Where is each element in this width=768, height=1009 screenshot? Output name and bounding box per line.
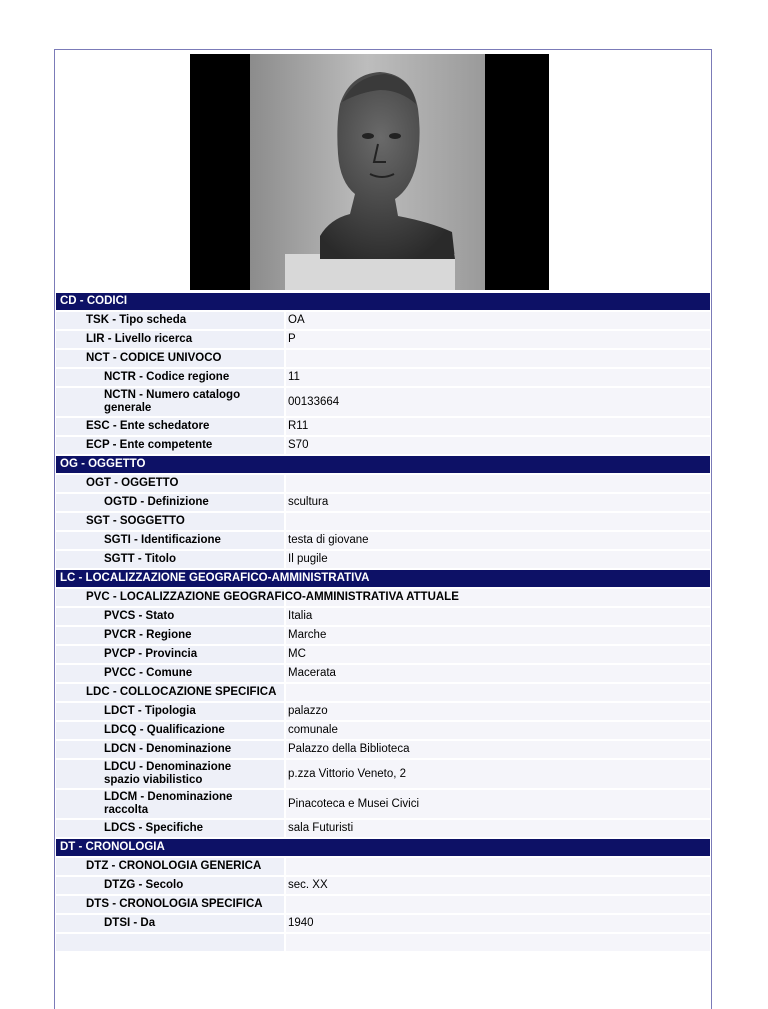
field-label: NCTN - Numero catalogo generale <box>56 388 284 416</box>
field-label: ESC - Ente schedatore <box>56 418 284 435</box>
group-row <box>56 350 710 367</box>
field-value <box>286 369 710 386</box>
field-label: LDCM - Denominazione raccolta <box>56 790 284 818</box>
field-row <box>56 312 710 329</box>
field-row <box>56 627 710 644</box>
section-header: LC - LOCALIZZAZIONE GEOGRAFICO-AMMINISTRATIVA <box>56 570 710 587</box>
field-row <box>56 388 710 416</box>
field-label: LDCU - Denominazione spazio viabilistico <box>56 760 284 788</box>
field-value <box>286 532 710 549</box>
field-value-text: comunale <box>288 724 338 736</box>
group-row <box>56 896 710 913</box>
field-label: LDCT - Tipologia <box>56 703 284 720</box>
field-value-text: palazzo <box>288 705 328 717</box>
group-row <box>56 475 710 492</box>
group-row <box>56 684 710 701</box>
field-row <box>56 665 710 682</box>
field-row <box>56 331 710 348</box>
catalog-table <box>56 293 710 953</box>
field-value-text: Italia <box>288 610 313 622</box>
group-label: DTS - CRONOLOGIA SPECIFICA <box>86 898 263 910</box>
field-row <box>56 646 710 663</box>
field-label: SGTT - Titolo <box>56 551 284 568</box>
field-row <box>56 741 710 758</box>
field-row <box>56 820 710 837</box>
section-header: DT - CRONOLOGIA <box>56 839 710 856</box>
group-row-right-cell <box>286 350 710 367</box>
field-value-text: Il pugile <box>288 553 328 565</box>
artwork-photo <box>190 54 549 290</box>
group-row-right-cell <box>286 475 710 492</box>
group-row-right-cell <box>286 896 710 913</box>
group-row-right-cell <box>286 858 710 875</box>
group-label: OGT - OGGETTO <box>86 477 179 489</box>
field-value-text: R11 <box>288 420 309 432</box>
group-row-right-cell <box>286 513 710 530</box>
group-label: DTZ - CRONOLOGIA GENERICA <box>86 860 262 872</box>
field-label: TSK - Tipo scheda <box>56 312 284 329</box>
field-value-text: Marche <box>288 629 327 641</box>
field-row <box>56 608 710 625</box>
field-value <box>286 934 710 951</box>
field-value <box>286 703 710 720</box>
field-value-text: Palazzo della Biblioteca <box>288 743 410 755</box>
field-value <box>286 331 710 348</box>
field-value <box>286 665 710 682</box>
field-row <box>56 722 710 739</box>
field-label: OGTD - Definizione <box>56 494 284 511</box>
field-value <box>286 551 710 568</box>
field-label: ECP - Ente competente <box>56 437 284 454</box>
field-value <box>286 388 710 416</box>
field-label: PVCR - Regione <box>56 627 284 644</box>
field-row <box>56 437 710 454</box>
field-row <box>56 790 710 818</box>
field-label: DTSI - Da <box>56 915 284 932</box>
group-label: SGT - SOGGETTO <box>86 515 185 527</box>
field-value <box>286 646 710 663</box>
field-value-text: testa di giovane <box>288 534 369 546</box>
field-label <box>56 934 284 951</box>
field-value-text: scultura <box>288 496 329 508</box>
field-value <box>286 760 710 788</box>
group-row-right-cell <box>286 684 710 701</box>
field-label: PVCS - Stato <box>56 608 284 625</box>
field-value <box>286 790 710 818</box>
field-value-text: 1940 <box>288 917 314 929</box>
field-value <box>286 820 710 837</box>
field-value <box>286 877 710 894</box>
group-row <box>56 513 710 530</box>
field-value-text: Pinacoteca e Musei Civici <box>288 797 420 810</box>
field-row <box>56 418 710 435</box>
field-value <box>286 741 710 758</box>
field-value <box>286 437 710 454</box>
group-label: PVC - LOCALIZZAZIONE GEOGRAFICO-AMMINISTRATIVA ATTUALE <box>86 591 459 603</box>
field-row <box>56 760 710 788</box>
section-header: CD - CODICI <box>56 293 710 310</box>
field-value <box>286 915 710 932</box>
field-label: LDCN - Denominazione <box>56 741 284 758</box>
field-label: LIR - Livello ricerca <box>56 331 284 348</box>
field-value-text: P <box>288 333 296 345</box>
field-value <box>286 494 710 511</box>
field-label: LDCQ - Qualificazione <box>56 722 284 739</box>
field-label: PVCP - Provincia <box>56 646 284 663</box>
field-value-text: sec. XX <box>288 879 328 891</box>
field-row <box>56 934 710 951</box>
field-label: NCTR - Codice regione <box>56 369 284 386</box>
field-value-text: 11 <box>288 371 300 383</box>
field-row <box>56 369 710 386</box>
field-value <box>286 722 710 739</box>
field-value-text: Macerata <box>288 667 336 679</box>
field-label: LDCS - Specifiche <box>56 820 284 837</box>
field-row <box>56 551 710 568</box>
field-value <box>286 312 710 329</box>
field-value-text: 00133664 <box>288 395 340 408</box>
field-row <box>56 494 710 511</box>
group-label: NCT - CODICE UNIVOCO <box>86 352 222 364</box>
field-value-text: p.zza Vittorio Veneto, 2 <box>288 767 407 780</box>
section-header: OG - OGGETTO <box>56 456 710 473</box>
field-row <box>56 915 710 932</box>
field-value-text: MC <box>288 648 306 660</box>
field-label: DTZG - Secolo <box>56 877 284 894</box>
field-row <box>56 877 710 894</box>
group-label: LDC - COLLOCAZIONE SPECIFICA <box>86 686 277 698</box>
field-value <box>286 608 710 625</box>
field-value-text: sala Futuristi <box>288 822 354 834</box>
field-value-text: S70 <box>288 439 309 451</box>
group-row <box>56 589 710 606</box>
field-value-text: OA <box>288 314 305 326</box>
field-label: SGTI - Identificazione <box>56 532 284 549</box>
field-value <box>286 627 710 644</box>
field-label: PVCC - Comune <box>56 665 284 682</box>
field-row <box>56 703 710 720</box>
group-row <box>56 858 710 875</box>
field-value <box>286 418 710 435</box>
field-row <box>56 532 710 549</box>
